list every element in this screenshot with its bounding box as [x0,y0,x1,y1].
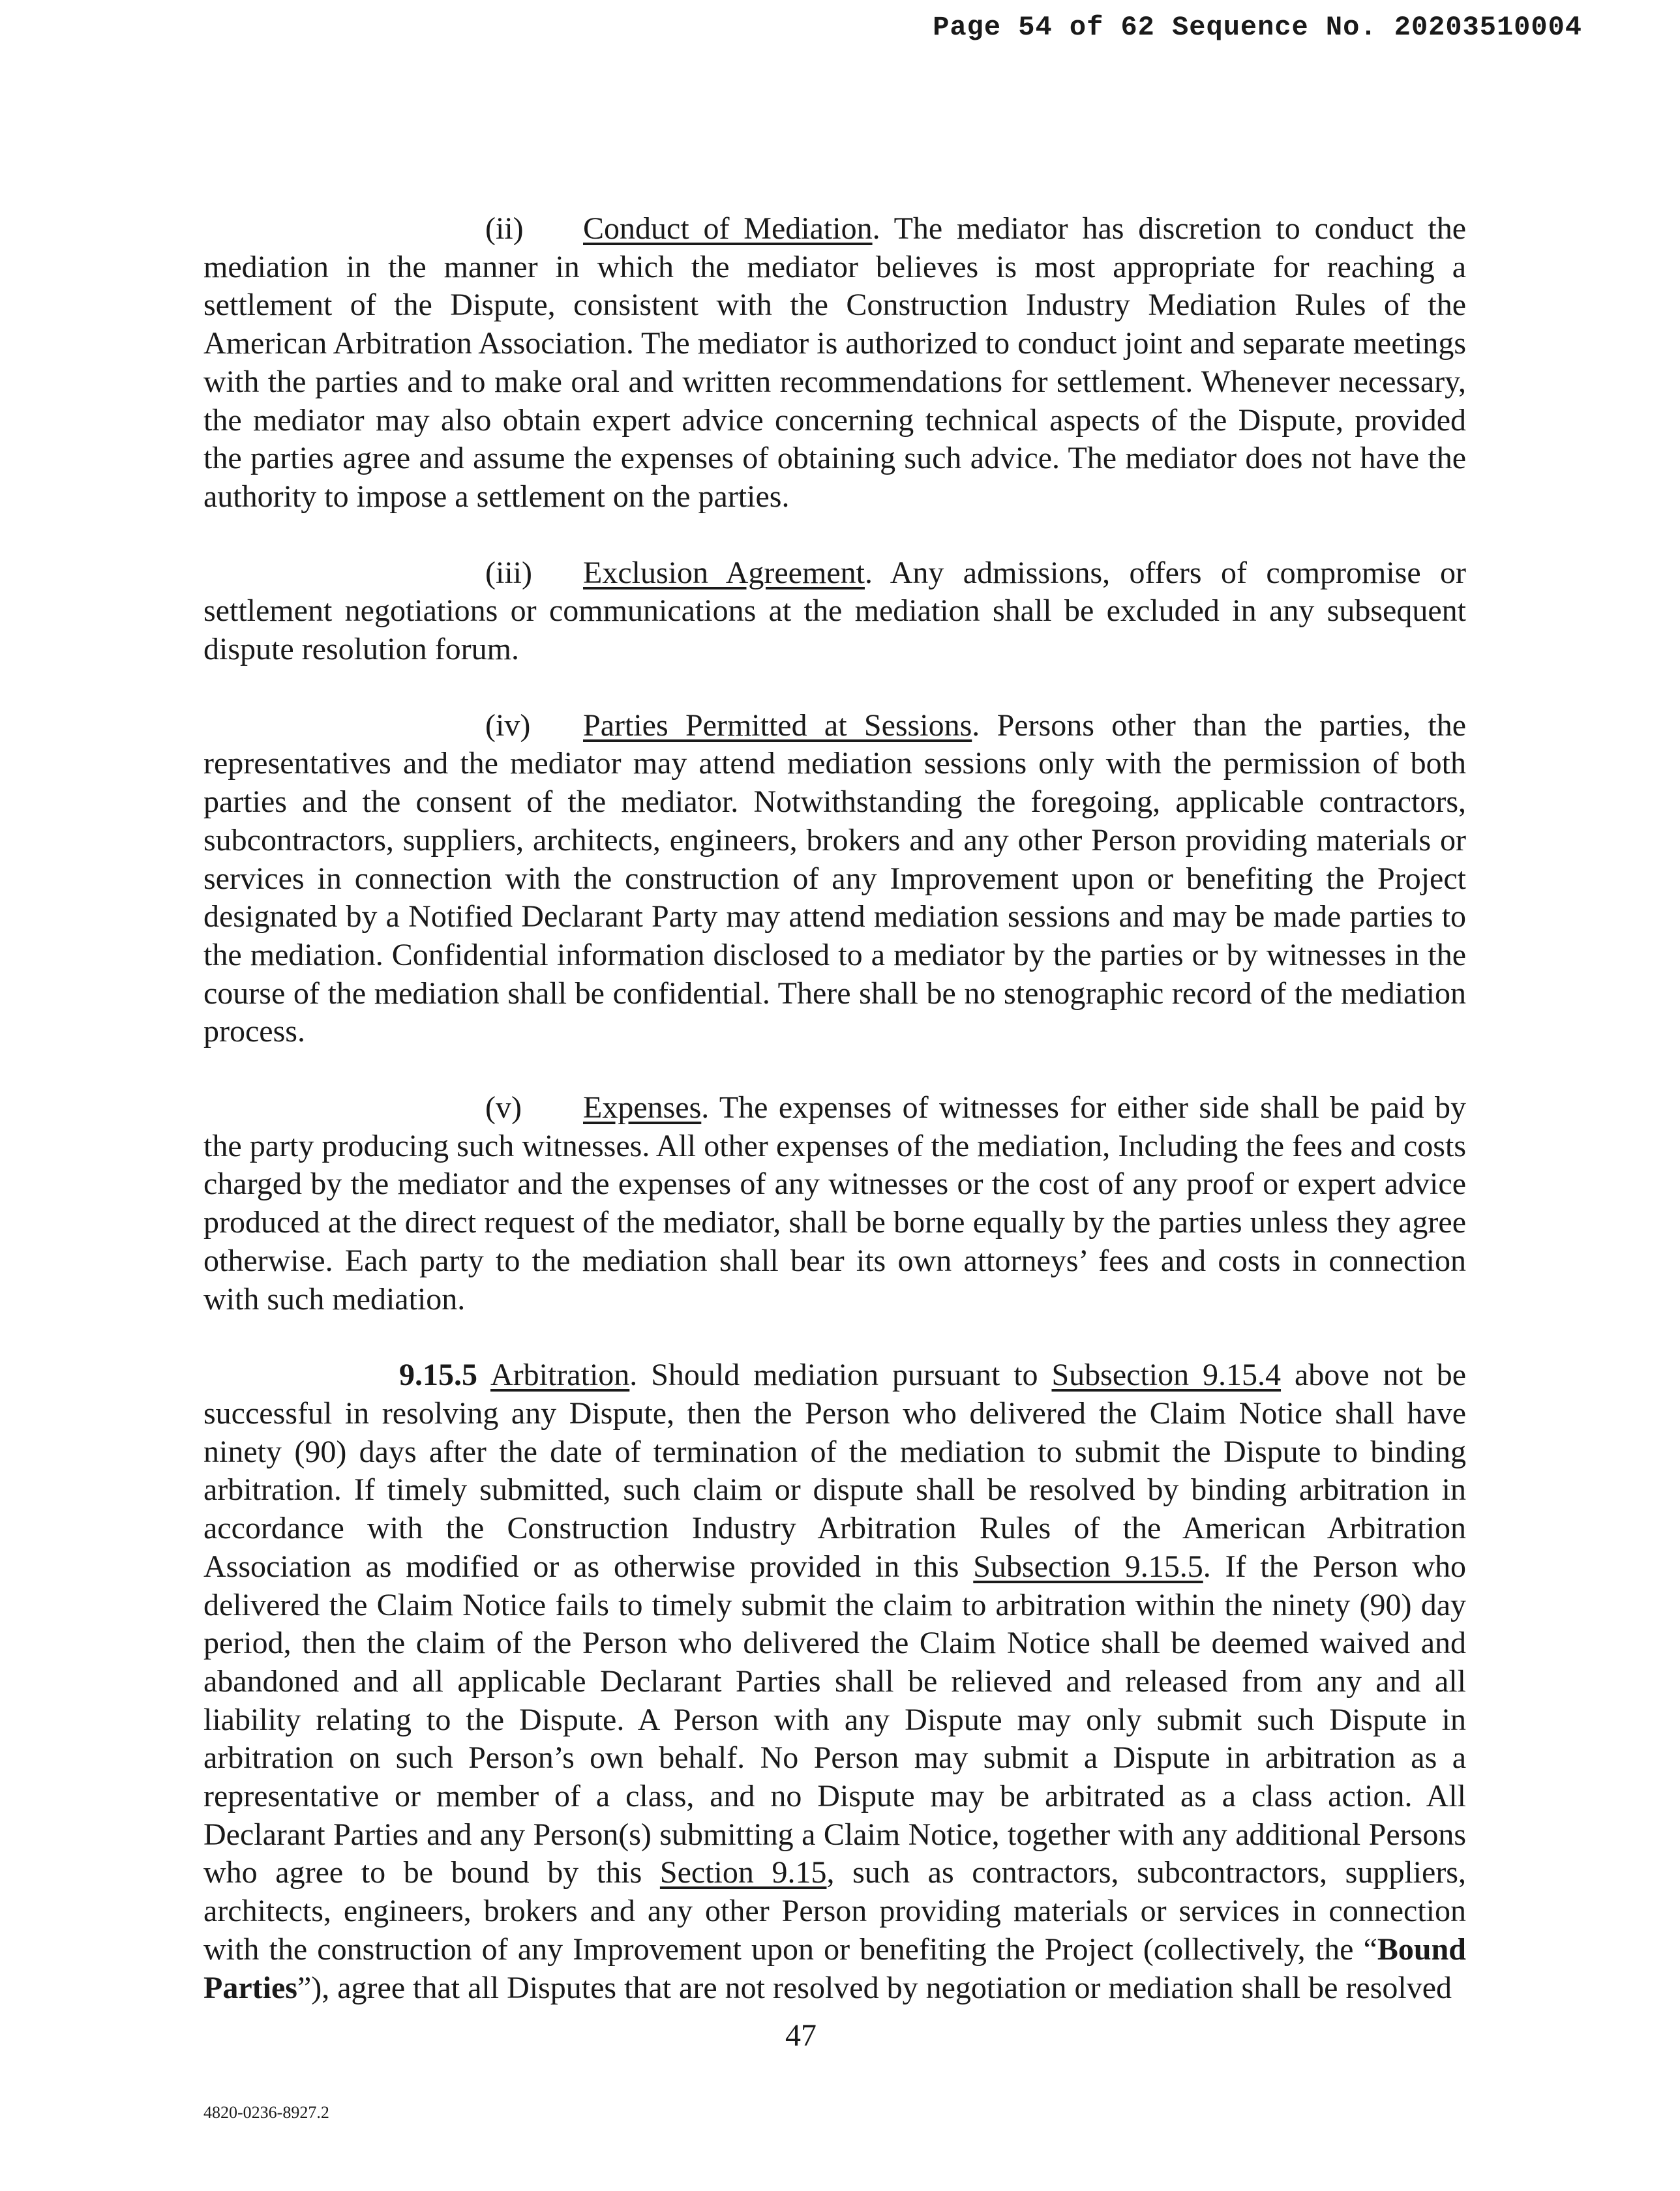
paragraph-label: (ii) [485,211,524,246]
paragraph-label: (v) [485,1090,522,1125]
paragraph-parties-permitted [203,707,1466,1051]
subsection-reference: Subsection 9.15.5 [973,1549,1203,1584]
paragraph-text: . The expenses of witnesses for either side shall be paid by the party producing such witnesses. All other expenses of the mediation, Including the fees and costs charged by the mediator and the expenses of any witnesses or the cost of any proof or expert advice produced at the direct request of the mediator, shall be borne equally by the parties unless they agree otherwise. Each party to the mediation shall bear its own attorneys’ fees and costs in connection with such mediation. [203,1090,1466,1317]
paragraph-text: . Any admissions, offers of compromise or settlement negotiations or communications at the mediation shall be excluded in any subsequent dispute resolution forum. [203,555,1467,667]
paragraph-conduct-of-mediation [203,210,1466,516]
section-arbitration [203,1356,1466,2007]
section-text: . Should mediation pursuant to [629,1358,1052,1393]
paragraph-label: (iii) [485,555,532,590]
section-text: . If the Person who delivered the Claim Notice fails to timely submit the claim to arbitration within the ninety (90) day period, then the claim of the Person who delivered the Claim Notice shall be deemed waived and abandoned and all applicable Declarant Parties shall be relieved and released from any and all liability relating to the Dispute. A Person with any Dispute may only submit such Dispute in arbitration on such Person’s own behalf. No Person may submit a Dispute in arbitration as a representative or member of a class, and no Dispute may be arbitrated as a class action. All Declarant Parties and any Person(s) submitting a Claim Notice, together with any additional Persons who agree to be bound by this [203,1549,1466,1890]
document-id: 4820-0236-8927.2 [203,2103,329,2122]
page-sequence-header: Page 54 of 62 Sequence No. 20203510004 [933,12,1582,43]
page-number: 47 [785,2018,817,2053]
paragraph-text: . The mediator has discretion to conduct the mediation in the manner in which the mediator believes is most appropriate for reaching a settlement of the Dispute, consistent with the Construction Industry Mediation Rules of the American Arbitration Association. The mediator is authorized to conduct joint and separate meetings with the parties and to make oral and written recommendations for settlement. Whenever necessary, the mediator may also obtain expert advice concerning technical aspects of the Dispute, provided the parties agree and assume the expenses of obtaining such advice. The mediator does not have the authority to impose a settlement on the parties. [203,211,1467,514]
section-text: , such as contractors, subcontractors, suppliers, architects, engineers, brokers and any other Person providing materials or services in connection with the construction of any Improvement upon or benefiting the Project (collectively, the “ [203,1855,1466,1967]
paragraph-heading: Expenses [583,1090,702,1125]
section-number: 9.15.5 [399,1358,477,1393]
section-heading: Arbitration [490,1358,630,1393]
section-text: above not be successful in resolving any Dispute, then the Person who delivered the Claim Notice shall have ninety (90) days after the date of termination of the mediation to submit the Dispute to binding arbitration. If timely submitted, such claim or dispute shall be resolved by binding arbitration in accordance with the Construction Industry Arbitration Rules of the American Arbitration Association as modified or as otherwise provided in this [203,1358,1467,1584]
paragraph-expenses [203,1089,1466,1319]
paragraph-label: (iv) [485,708,531,743]
paragraph-heading: Parties Permitted at Sessions [583,708,972,743]
defined-term: Bound Parties [203,1931,1466,2005]
subsection-reference: Subsection 9.15.4 [1051,1358,1282,1393]
section-text: ”), agree that all Disputes that are not resolved by negotiation or mediation shall be resolved [297,1970,1452,2005]
section-reference: Section 9.15 [659,1855,827,1890]
paragraph-heading: Exclusion Agreement [583,555,865,590]
paragraph-text: . Persons other than the parties, the representatives and the mediator may attend mediation sessions only with the permission of both parties and the consent of the mediator. Notwithstanding the foregoing, applicable contractors, subcontractors, suppliers, architects, engineers, brokers and any other Person providing materials or services in connection with the construction of any Improvement upon or benefiting the Project designated by a Notified Declarant Party may attend mediation sessions and may be made parties to the mediation. Confidential information disclosed to a mediator by the parties or by witnesses in the course of the mediation shall be confidential. There shall be no stenographic record of the mediation process. [203,708,1466,1049]
paragraph-exclusion-agreement [203,554,1466,669]
document-body [203,210,1466,2045]
paragraph-heading: Conduct of Mediation [583,211,873,246]
